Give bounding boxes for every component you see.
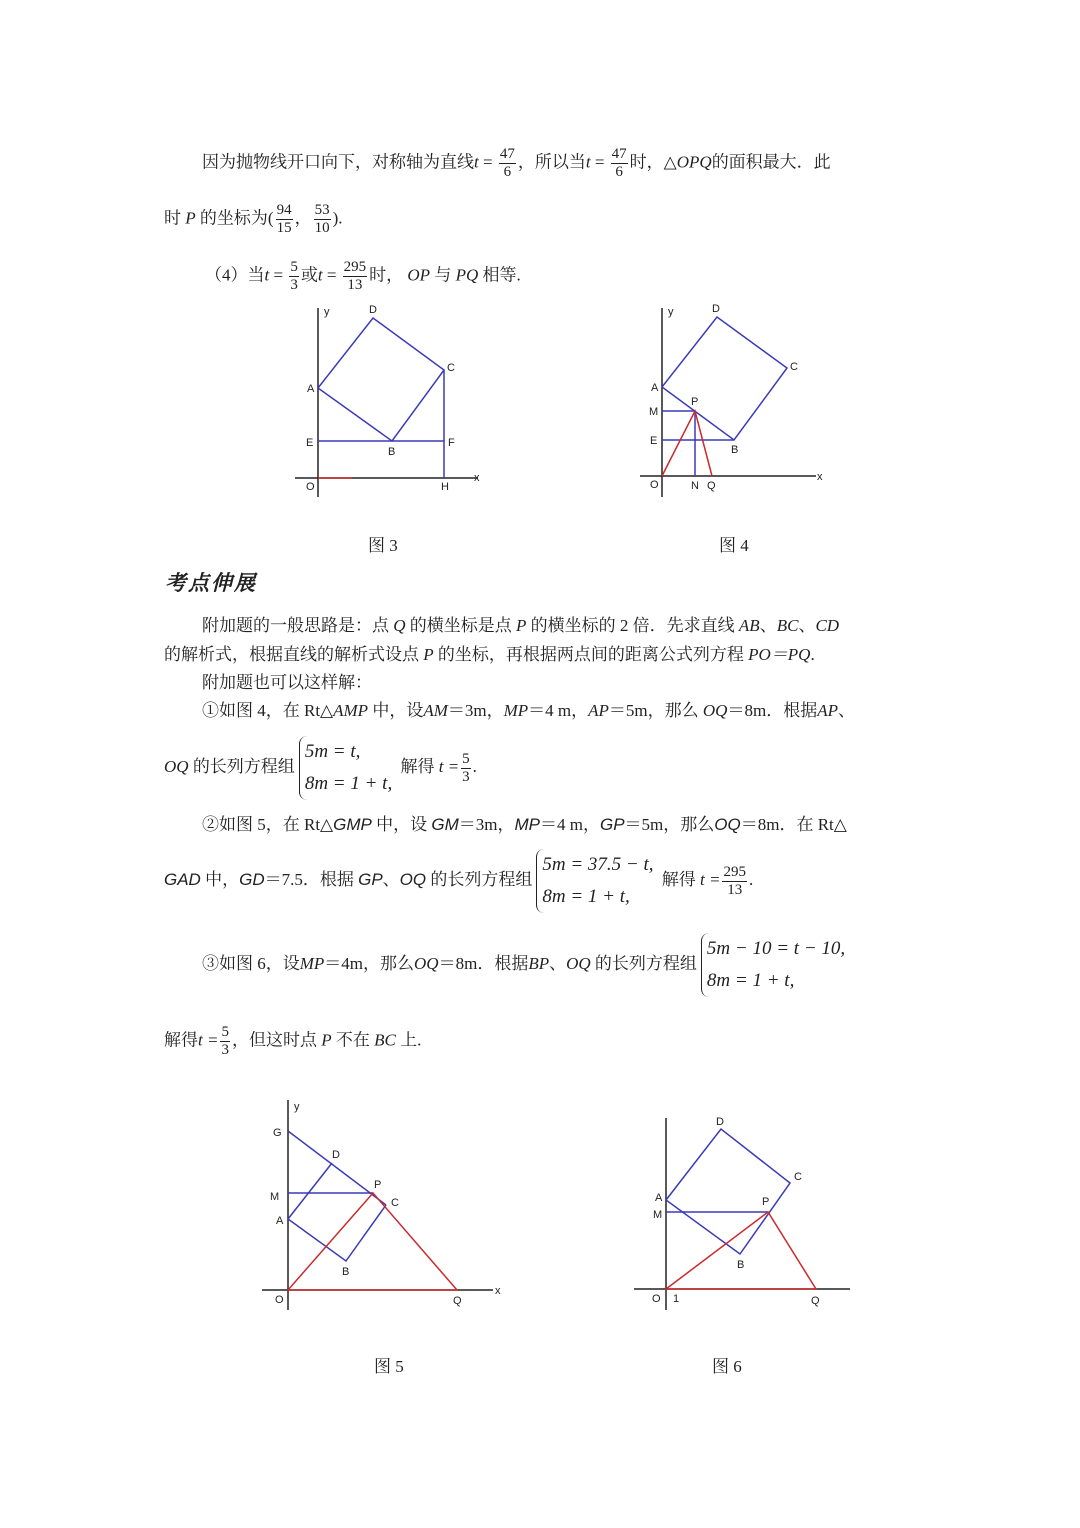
svg-text:P: P <box>762 1196 770 1208</box>
svg-text:Q: Q <box>811 1295 820 1307</box>
svg-text:A: A <box>276 1215 284 1227</box>
svg-text:A: A <box>655 1192 663 1204</box>
svg-text:O: O <box>652 1293 661 1305</box>
svg-text:y: y <box>668 306 674 318</box>
figure-6-caption: 图 6 <box>712 1357 742 1376</box>
paragraph-line: 因为抛物线开口向下，对称轴为直线t = $\frac{47}{6}$ ，所以当t = $\frac{47}{6}$ 时，△OPQ的面积最大．此 <box>202 146 831 180</box>
svg-text:F: F <box>448 437 455 449</box>
svg-text:x: x <box>474 472 480 484</box>
svg-text:x: x <box>495 1285 501 1297</box>
svg-text:E: E <box>650 435 658 447</box>
svg-text:Q: Q <box>453 1295 462 1307</box>
paragraph-line: 附加题也可以这样解： <box>202 673 372 692</box>
svg-text:B: B <box>737 1259 745 1271</box>
figure-6 <box>634 1118 850 1310</box>
svg-text:E: E <box>306 437 314 449</box>
paragraph-line: ①如图 4，在 Rt△AMP 中，设AM＝3m，MP＝4 m，AP＝5m，那么 OQ＝8m．根据AP、 <box>202 701 855 720</box>
svg-text:1: 1 <box>673 1293 680 1305</box>
svg-text:C: C <box>391 1197 399 1209</box>
figure-5-caption: 图 5 <box>374 1357 404 1376</box>
figure-3-caption: 图 3 <box>368 536 398 555</box>
paragraph-line: GAD 中，GD＝7.5．根据 GP、OQ 的长列方程组 5m = 37.5 − t, 8m = 1 + t, 解得 t = $\frac{295}{13}$ . <box>164 849 753 913</box>
paragraph-line: ②如图 5，在 Rt△GMP 中，设 GM＝3m，MP＝4 m，GP＝5m，那么OQ＝8m．在 Rt△ <box>202 815 847 834</box>
svg-text:M: M <box>270 1191 280 1203</box>
svg-text:D: D <box>716 1116 724 1128</box>
svg-text:D: D <box>332 1149 340 1161</box>
svg-text:A: A <box>651 382 659 394</box>
svg-text:A: A <box>307 383 315 395</box>
figure-5 <box>262 1100 493 1310</box>
svg-text:H: H <box>441 481 449 493</box>
svg-text:B: B <box>342 1266 350 1278</box>
paragraph-line: 解得t = $\frac{5}{3}$ ，但这时点 P 不在 BC 上. <box>164 1024 422 1058</box>
svg-text:M: M <box>653 1209 663 1221</box>
figure-labels <box>270 303 823 1307</box>
svg-text:P: P <box>691 396 699 408</box>
svg-text:M: M <box>649 406 659 418</box>
svg-text:B: B <box>731 444 739 456</box>
svg-text:O: O <box>275 1294 284 1306</box>
svg-text:C: C <box>790 361 798 373</box>
svg-text:Q: Q <box>707 480 716 492</box>
svg-text:D: D <box>369 304 377 316</box>
svg-text:C: C <box>794 1171 802 1183</box>
paragraph-line: ③如图 6，设MP＝4m，那么OQ＝8m．根据BP、OQ 的长列方程组 5m − 10 = t − 10, 8m = 1 + t, <box>202 933 849 997</box>
paragraph-line: 时 P 的坐标为( $\frac{94}{15}$ ， $\frac{53}{10}$ ). <box>164 202 343 236</box>
svg-text:G: G <box>273 1127 282 1139</box>
svg-text:C: C <box>447 362 455 374</box>
paragraph-line: （4）当t = $\frac{5}{3}$ 或t = $\frac{295}{13}$ 时， OP 与 PQ 相等. <box>205 259 521 293</box>
figure-4 <box>640 308 816 497</box>
svg-text:x: x <box>817 471 823 483</box>
svg-text:O: O <box>306 481 315 493</box>
svg-text:O: O <box>650 479 659 491</box>
svg-text:P: P <box>374 1179 382 1191</box>
svg-text:B: B <box>388 446 396 458</box>
svg-text:y: y <box>324 306 330 318</box>
svg-text:y: y <box>294 1101 300 1113</box>
figure-4-caption: 图 4 <box>719 536 749 555</box>
paragraph-line: 的解析式，根据直线的解析式设点 P 的坐标，再根据两点间的距离公式列方程 PO＝PQ. <box>164 645 815 664</box>
figure-3 <box>295 308 478 497</box>
section-heading: 考点伸展 <box>165 571 257 595</box>
svg-text:D: D <box>712 303 720 315</box>
svg-text:N: N <box>691 480 699 492</box>
paragraph-line: 附加题的一般思路是：点 Q 的横坐标是点 P 的横坐标的 2 倍．先求直线 AB、BC、CD <box>202 616 840 635</box>
paragraph-line: OQ 的长列方程组 5m = t, 8m = 1 + t, 解得 t = $\frac{5}{3}$ . <box>164 736 477 800</box>
